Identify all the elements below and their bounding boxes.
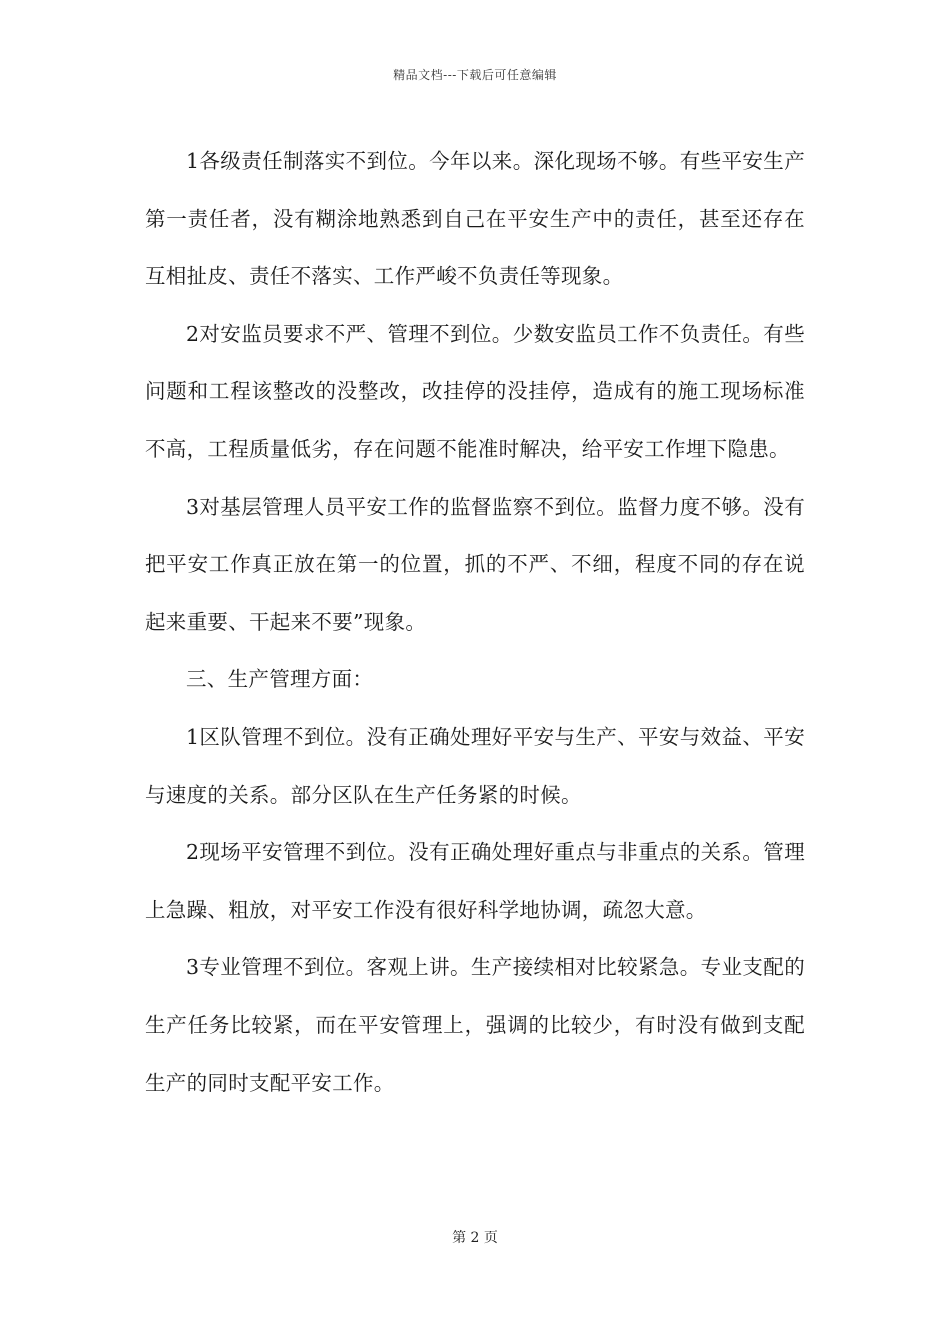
paragraph-6: 3专业管理不到位。客观上讲。生产接续相对比较紧急。专业支配的生产任务比较紧，而在平安管理上，强调的比较少，有时没有做到支配生产的同时支配平安工作。 [145, 955, 805, 1095]
section-heading-production: 三、生产管理方面： [186, 667, 374, 692]
header-note: 精品文档---下载后可任意编辑 [393, 68, 557, 82]
paragraph-5: 2现场平安管理不到位。没有正确处理好重点与非重点的关系。管理上急躁、粗放，对平安工作没有很好科学地协调，疏忽大意。 [145, 840, 805, 922]
paragraph-3: 3对基层管理人员平安工作的监督监察不到位。监督力度不够。没有把平安工作真正放在第一的位置，抓的不严、不细，程度不同的存在说起来重要、干起来不要”现象。 [145, 494, 805, 634]
paragraph-1: 1各级责任制落实不到位。今年以来。深化现场不够。有些平安生产第一责任者，没有糊涂地熟悉到自己在平安生产中的责任，甚至还存在互相扯皮、责任不落实、工作严峻不负责任等现象。 [145, 149, 805, 289]
paragraph-4: 1区队管理不到位。没有正确处理好平安与生产、平安与效益、平安与速度的关系。部分区队在生产任务紧的时候。 [145, 724, 805, 807]
page-number: 第 2 页 [452, 1230, 498, 1246]
paragraph-2: 2对安监员要求不严、管理不到位。少数安监员工作不负责任。有些问题和工程该整改的没整改，改挂停的没挂停，造成有的施工现场标准不高，工程质量低劣，存在问题不能准时解决，给平安工作埋下隐患。 [145, 321, 805, 461]
document-body [145, 133, 805, 1112]
